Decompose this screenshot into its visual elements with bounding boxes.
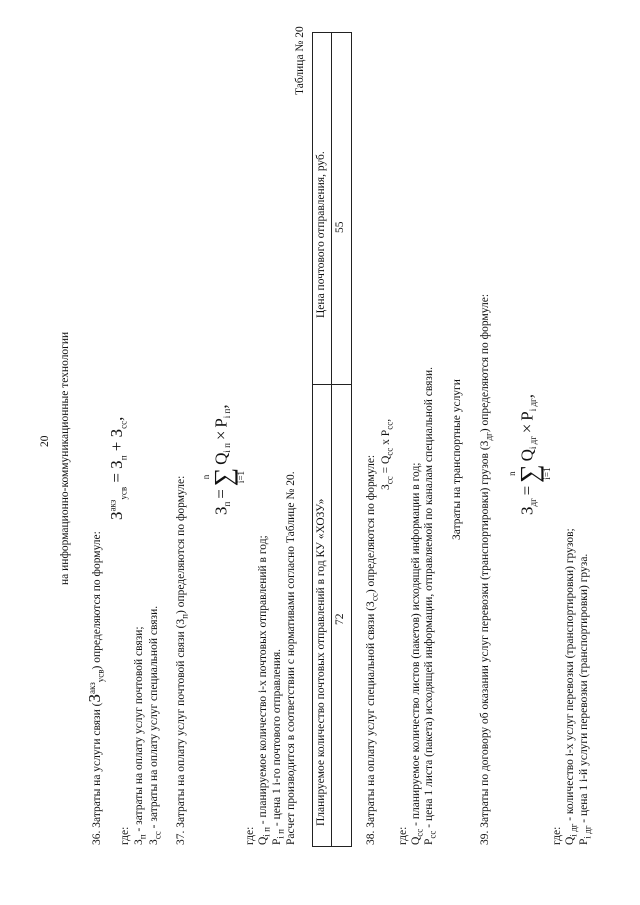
sec36-def1: $З_п$ - затраты на оплату услуг почтовой связи;	[133, 626, 148, 845]
sec39-def1: $Q_{i дг}$ - количество i-х услуг перевозки (транспортировки) грузов;	[564, 528, 579, 845]
sec38-where: где:	[397, 826, 409, 845]
sec38-def2: $P_{сс}$ - цена 1 листа (пакета) исходящей информации, отправляемой по каналам специальной связи.	[423, 367, 438, 845]
sec37-formula: $З_п$ = n ∑ i=1 $Q_{i п} \times P_{i п}$,	[201, 404, 246, 515]
sec39-formula: $З_{дг}$ = n ∑ i=1 $Q_{i дг} \times P_{i дг}$,	[507, 394, 552, 515]
sec37-def2: $P_{i п}$ - цена 1 i-го почтового отправления.	[271, 648, 286, 845]
table-caption: Таблица № 20	[294, 26, 306, 95]
sec37-where: где:	[244, 826, 256, 845]
sec36-where: где:	[119, 826, 131, 845]
page-number: 20	[39, 435, 51, 447]
sec38-intro: 38. Затраты на оплату услуг специальной связи $(З_{сс})$ определяются по формуле:	[365, 454, 380, 845]
sec37-intro: 37. Затраты на оплату услуг почтовой связи $(З_п)$ определяются по формуле:	[175, 475, 190, 845]
sec39-intro: 39. Затраты по договору об оказании услуг перевозки (транспортировки) грузов $(З_{дг})$ определяются по формуле:	[479, 293, 494, 845]
table-cell-quantity: 72	[334, 613, 346, 625]
sec39-def2: $P_{i дг}$ - цена 1 i-й услуги перевозки (транспортировки) груза.	[578, 553, 593, 845]
sec38-def1: $Q_{сс}$ - планируемое количество листов (пакетов) исходящей информации в год;	[410, 462, 425, 845]
sec36-def2: $З_{сс}$ - затраты на оплату услуг специальной связи.	[148, 605, 163, 845]
table-header-price: Цена почтового отправления, руб.	[315, 151, 327, 318]
table-cell-price: 55	[334, 221, 346, 233]
transport-heading: Затраты на транспортные услуги	[451, 379, 463, 540]
sec37-calc: Расчет производится в соответствии с нормативами согласно Таблице № 20.	[285, 471, 297, 845]
section-heading: на информационно-коммуникационные технологии	[59, 331, 71, 585]
sec36-intro: 36. Затраты на услуги связи $(З^{акз}_{усв})$ определяются по формуле:	[85, 531, 106, 845]
table-header-quantity: Планируемое количество почтовых отправлений в год КУ «ХОЗУ»	[315, 498, 327, 826]
sec39-where: где:	[551, 826, 563, 845]
sec38-formula: $З_{сс} = Q_{сс}$ х $P_{сс}$,	[380, 418, 395, 490]
sec37-def1: $Q_{i п}$ - планируемое количество i-х почтовых отправлений в год;	[257, 535, 272, 845]
sec36-formula: $З^{акз}_{усв} = З_п + З_{сс}$,	[107, 416, 129, 520]
